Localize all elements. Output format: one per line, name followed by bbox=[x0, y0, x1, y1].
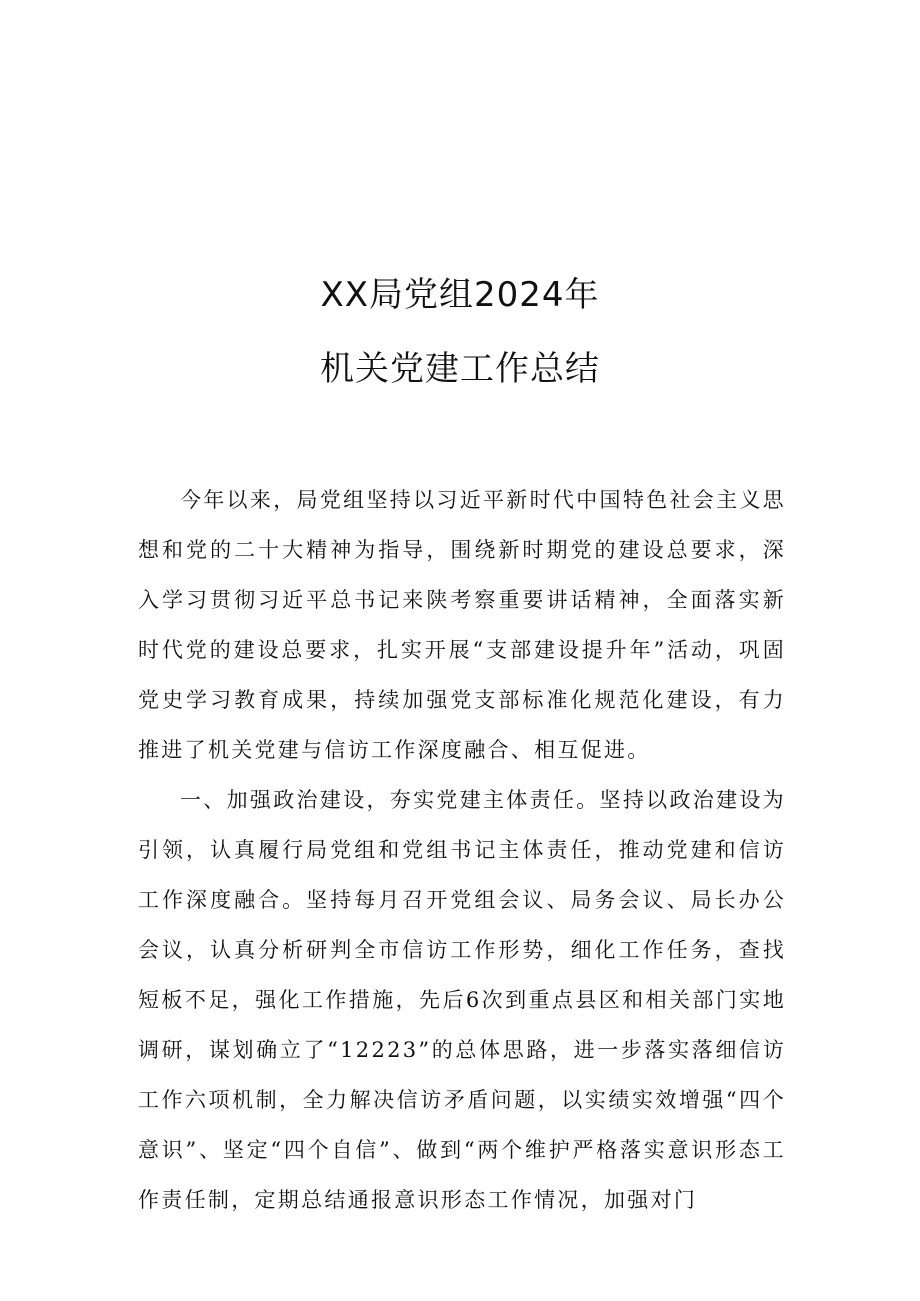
paragraph-section-1: 一、加强政治建设，夯实党建主体责任。坚持以政治建设为引领，认真履行局党组和党组书记主体责任，推动党建和信访工作深度融合。坚持每月召开党组会议、局务会议、局长办公会议，认真分析研判全市信访工作形势，细化工作任务，查找短板不足，强化工作措施，先后6次到重点县区和相关部门实地调研，谋划确立了“12223”的总体思路，进一步落实落细信访工作六项机制，全力解决信访矛盾问题，以实绩实效增强“四个意识”、坚定“四个自信”、做到“两个维护严格落实意识形态工作责任制，定期总结通报意识形态工作情况，加强对门 bbox=[138, 788, 786, 1212]
paragraph-intro: 今年以来，局党组坚持以习近平新时代中国特色社会主义思想和党的二十大精神为指导，围绕新时期党的建设总要求，深入学习贯彻习近平总书记来陕考察重要讲话精神，全面落实新时代党的建设总要求，扎实开展“支部建设提升年”活动，巩固党史学习教育成果，持续加强党支部标准化规范化建设，有力推进了机关党建与信访工作深度融合、相互促进。 bbox=[138, 488, 786, 762]
document-title-line-2: 机关党建工作总结 bbox=[320, 349, 600, 389]
document-title-line-1: XX局党组2024年 bbox=[320, 275, 600, 315]
